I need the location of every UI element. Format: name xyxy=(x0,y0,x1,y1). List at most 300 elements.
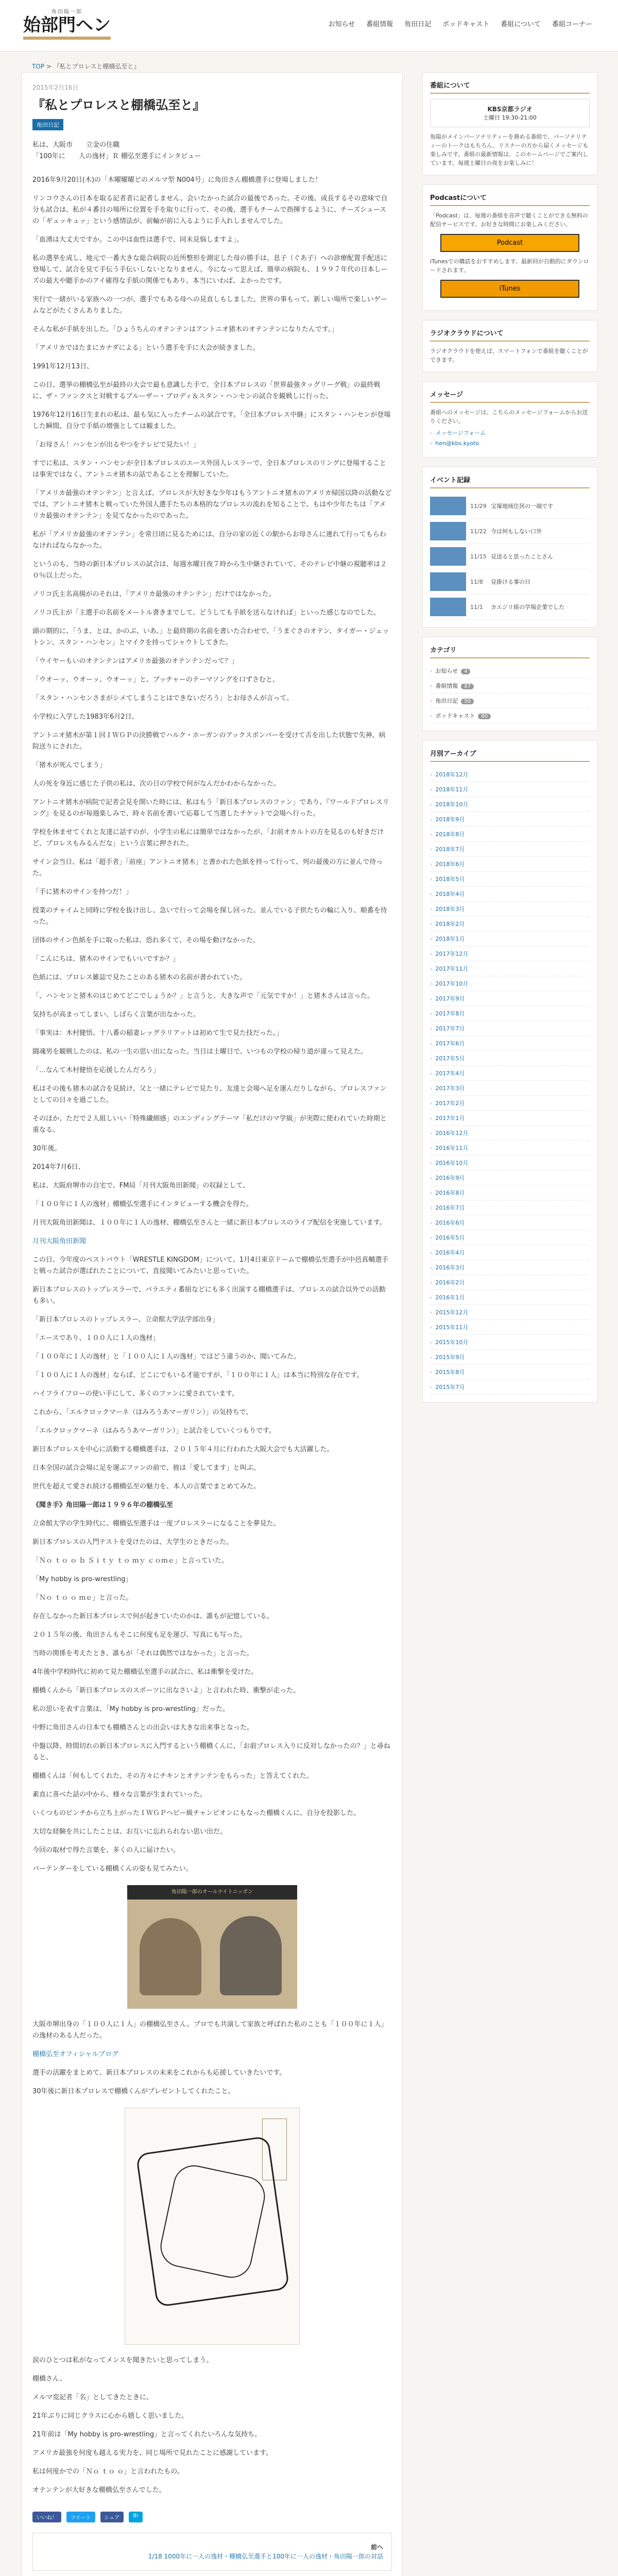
category-count: 80 xyxy=(478,714,491,719)
article-paragraph: 人の死を身近に感じた子供の私は、次の日の学校で何がなんだかわからなかった。 xyxy=(32,780,281,788)
article-paragraph: オテンテンが大好きな棚橋弘至さんでした。 xyxy=(32,2486,166,2494)
archive-item[interactable] xyxy=(430,1051,590,1066)
article-paragraph: 素直に喜べた話の中から、様々な言葉が生まれていった。 xyxy=(32,1791,207,1799)
archive-link[interactable]: 2016年3月 xyxy=(435,1264,465,1271)
photo-interview xyxy=(127,1885,297,2009)
facebook-like-button[interactable]: いいね！ xyxy=(32,2512,61,2522)
sidebar-archives-title: 月別アーカイブ xyxy=(430,748,590,762)
archive-item[interactable] xyxy=(430,1141,590,1156)
archive-link[interactable]: 2015年10月 xyxy=(435,1339,469,1346)
archive-item[interactable] xyxy=(430,1171,590,1185)
chevron-right-icon: › xyxy=(430,965,433,972)
event-title: カエジリ組の学場企業でした xyxy=(491,604,564,611)
chevron-right-icon: › xyxy=(430,1100,433,1107)
sidebar-events xyxy=(422,467,597,628)
article-paragraph: 私は、大阪府堺市の自宅で、FM局「月刊大阪角田新聞」の収録として、 xyxy=(32,1182,250,1190)
chevron-right-icon: › xyxy=(430,1145,433,1151)
archive-link[interactable]: 2016年8月 xyxy=(435,1190,465,1196)
article-body-6 xyxy=(32,1741,392,1875)
sidebar-message xyxy=(422,381,597,457)
archive-item[interactable] xyxy=(430,1081,590,1096)
article-paragraph: 「１００人に１人の逸材」ならば、どこにでもいる才能ですが、「１００年に１人」は本当に特別な存在です。 xyxy=(32,1371,364,1379)
article-paragraph: 団体のサイン色紙を手に取った私は、恐れ多くて、その場を動けなかった。 xyxy=(32,937,260,944)
chevron-right-icon: › xyxy=(430,683,433,689)
archive-item[interactable] xyxy=(430,1036,590,1051)
article-paragraph: 「スタン・ハンセンさまがシメてしまうことはできないだろう」とお母さんが言って。 xyxy=(32,694,294,702)
article-paragraph: そのほか、ただで２人組しいい「特殊繊細感」のエンディングテーマ「私だけのマ学級」が実際に使われていた時期と重なる。 xyxy=(32,1115,387,1134)
archive-item[interactable] xyxy=(430,1320,590,1335)
archive-link[interactable]: 2016年4月 xyxy=(435,1249,465,1256)
article-paragraph: 学校を休ませてくれと友達に話すのが、小学生の私には簡単ではなかったが、「お前オカルトの方を見るのも好きだけど、プロレスもみるんだな」という言葉に押された。 xyxy=(32,828,384,848)
chevron-right-icon: › xyxy=(430,1205,433,1211)
archive-link[interactable]: 2017年3月 xyxy=(435,1085,465,1092)
hatena-bookmark-button[interactable]: B! xyxy=(129,2512,143,2522)
breadcrumb-sep: > xyxy=(46,63,52,70)
archive-link[interactable]: 2016年12月 xyxy=(435,1130,469,1137)
article-category-badge[interactable]: 角田日記 xyxy=(32,119,63,130)
archive-link[interactable]: 2016年11月 xyxy=(435,1145,469,1151)
site-header xyxy=(0,0,618,52)
article-paragraph: ２０１５年の後、角田さんもそこに何度も足を運び、写真にも写った。 xyxy=(32,1631,247,1639)
breadcrumb-home[interactable]: TOP xyxy=(32,63,45,70)
chevron-right-icon: › xyxy=(430,980,433,987)
article-paragraph: 私の思いを表す言葉は、「My hobby is pro-wrestling」だった。 xyxy=(32,1705,230,1713)
article-paragraph: 気持ちが高まってしまい、しばらく言葉が出なかった。 xyxy=(32,1011,200,1019)
logo-subtitle: 角田陽一郎 xyxy=(52,9,82,15)
chevron-right-icon: › xyxy=(430,1309,433,1316)
archive-link[interactable]: 2017年9月 xyxy=(435,995,465,1002)
chevron-right-icon: › xyxy=(430,698,433,704)
article-paragraph: 棚橋さん、 xyxy=(32,2375,66,2383)
article-paragraph: 21年ぶりに同じクラスに心から嬉しく思いました。 xyxy=(32,2412,188,2420)
chevron-right-icon: › xyxy=(430,430,433,436)
article-paragraph: 選手の活躍をまとめて、新日本プロレスの未来をこれからも応援していきたいです。 xyxy=(32,2069,286,2077)
chevron-right-icon: › xyxy=(430,713,433,719)
article-paragraph: 「こんにちは、猪木のサインでもいいですか？」 xyxy=(32,955,180,963)
archive-item[interactable] xyxy=(430,1335,590,1350)
article-paragraph: 「１００年に１人の逸材」棚橋弘至選手にインタビューする機会を得た。 xyxy=(32,1200,253,1208)
station-name: KBS京都ラジオ xyxy=(487,106,533,113)
event-item[interactable] xyxy=(430,569,590,595)
article-paragraph: そんな私が手紙を出した。「ひょうちんのオテンテンはアントニオ猪木のオテンテンになりたんです。」 xyxy=(32,326,338,333)
sidebar-categories xyxy=(422,637,597,731)
event-thumbnail xyxy=(430,572,466,591)
article-paragraph: 「エースであり、１００人に１人の逸材」 xyxy=(32,1334,160,1342)
article-paragraph: 大切な経験を共にしたことは、お互いに忘れられない思い出だ。 xyxy=(32,1828,227,1836)
chevron-right-icon: › xyxy=(430,831,433,838)
article-paragraph: 「新日本プロレスのトップレスラー、立命館大学法学部出身」 xyxy=(32,1316,219,1324)
article-paragraph: 2014年7月6日、 xyxy=(32,1163,85,1171)
chevron-right-icon: › xyxy=(430,1010,433,1017)
sidebar-radiocloud xyxy=(422,320,597,372)
archive-item[interactable] xyxy=(430,1365,590,1380)
event-item[interactable] xyxy=(430,544,590,569)
message-desc: 番組へのメッセージは、こちらのメッセージフォームからお送りください。 xyxy=(430,409,588,425)
archive-item[interactable] xyxy=(430,1245,590,1260)
link-official-blog[interactable]: 棚橋弘至オフィシャルブログ xyxy=(32,2050,119,2058)
archive-link[interactable]: 2017年4月 xyxy=(435,1070,465,1077)
article xyxy=(22,72,403,2576)
sidebar-message-title: メッセージ xyxy=(430,389,590,403)
photo-banner-title: 角田陽一郎のオールナイトニッポン xyxy=(127,1885,297,1900)
archive-link[interactable]: 2018年7月 xyxy=(435,846,465,853)
prev-label: 前へ xyxy=(370,2544,383,2551)
article-paragraph: 涙のひとつは私がなってメンスを聞きたいと思ってしまう。 xyxy=(32,2357,213,2364)
article-body-1 xyxy=(32,175,392,1229)
archive-link[interactable]: 2016年10月 xyxy=(435,1160,469,1166)
article-paragraph: 30年後に新日本プロレスで棚橋くんがプレゼントしてくれたこと。 xyxy=(32,2088,235,2095)
category-name: ポッドキャスト xyxy=(435,713,475,719)
event-item[interactable] xyxy=(430,519,590,544)
article-paragraph: ノリコ氏主名高揚がのそれは、「アメリカ最強のオテンテン」だけではなかった。 xyxy=(32,590,276,598)
nav-item-program-info[interactable]: 番組情報 xyxy=(366,21,393,28)
article-paragraph: ハイフライフローの使い手にして、多くのファンに愛されています。 xyxy=(32,1390,239,1398)
archive-item[interactable] xyxy=(430,812,590,827)
event-date: 11/15 xyxy=(470,553,487,560)
archive-link[interactable]: 2017年12月 xyxy=(435,951,469,957)
chevron-right-icon: › xyxy=(430,801,433,808)
chevron-right-icon: › xyxy=(430,846,433,853)
article-paragraph: 私はその後も猪木の試合を見続け、父と一緒にテレビで見たり、友達と会場へ足を運んだりしながら、プロレスファンとしての日々を過ごした。 xyxy=(32,1085,387,1104)
archive-link[interactable]: 2018年2月 xyxy=(435,921,465,927)
chevron-right-icon: › xyxy=(430,1040,433,1047)
share-buttons xyxy=(32,2512,392,2522)
tweet-button[interactable]: ツイート xyxy=(66,2512,95,2522)
chevron-right-icon: › xyxy=(430,1294,433,1301)
itunes-desc: iTunesでの購読をおすすめします。最新回が自動的にダウンロードされます。 xyxy=(430,258,589,274)
category-count: 4 xyxy=(461,669,470,674)
archive-link[interactable]: 2017年2月 xyxy=(435,1100,465,1107)
article-paragraph: リンコウさんの日本を取る記者者に記者しません、会いたかった試合の最後であった。その後、成長するその意味で自分も試合は、私が４番目の場所に位置を手を取りに行って、その後、選手もチームで指揮するように、チーズシュースの「ギュッキュッ」という感情法が、前輪が前に入るように手入れしませんでした。 xyxy=(32,195,388,225)
article-paragraph: 「Ｎｏ ｔｏ ｏ ｍｅ」と言った。 xyxy=(32,1594,133,1602)
article-paragraph: 世代を超えて愛され続ける棚橋弘至の魅力を、本人の言葉でまとめてみた。 xyxy=(32,1483,261,1490)
archive-item[interactable] xyxy=(430,887,590,902)
archive-item[interactable] xyxy=(430,946,590,961)
sidebar-program-title: 番組について xyxy=(430,80,590,94)
archive-link[interactable]: 2018年10月 xyxy=(435,801,469,808)
sidebar-radiocloud-title: ラジオクラウドについて xyxy=(430,328,590,342)
archive-item[interactable] xyxy=(430,1200,590,1215)
archive-link[interactable]: 2018年9月 xyxy=(435,816,465,823)
article-paragraph: これから、「エルクロックマーネ（はみろうあマーガリン）」の気持ちで、 xyxy=(32,1409,253,1416)
photo-person-left xyxy=(140,1918,201,1995)
archive-link[interactable]: 2018年1月 xyxy=(435,936,465,942)
archive-link[interactable]: 2017年1月 xyxy=(435,1115,465,1122)
archive-link[interactable]: 2017年6月 xyxy=(435,1040,465,1047)
archive-link[interactable]: 2017年5月 xyxy=(435,1055,465,1062)
category-item[interactable] xyxy=(430,708,590,723)
archive-link[interactable]: 2015年12月 xyxy=(435,1309,469,1316)
article-paragraph: 「血湧は大丈夫ですか。この中は血性は選手で、同未見悩しますよ」。 xyxy=(32,236,244,244)
chevron-right-icon: › xyxy=(430,1175,433,1181)
chevron-right-icon: › xyxy=(430,1234,433,1241)
chevron-right-icon: › xyxy=(430,1384,433,1391)
event-item[interactable] xyxy=(430,494,590,519)
archive-item[interactable] xyxy=(430,991,590,1006)
archive-link[interactable]: 2018年6月 xyxy=(435,861,465,868)
article-paragraph: 4年後中学校時代に初めて見た棚橋弘至選手の試合に、私は衝撃を受けた。 xyxy=(32,1668,258,1676)
link-monthly-paper[interactable]: 月刊大阪角田新聞 xyxy=(32,1238,87,1245)
archive-item[interactable] xyxy=(430,1096,590,1111)
event-title: 見掛ける事の日 xyxy=(491,579,530,585)
archive-link[interactable]: 2017年10月 xyxy=(435,980,469,987)
archive-link[interactable]: 2018年11月 xyxy=(435,786,469,793)
article-paragraph: 「エルクロックマーネ（はみろうあマーガリン）」と試合をしていくつもりです。 xyxy=(32,1427,276,1435)
event-list xyxy=(430,494,590,620)
logo-title: 始部門ヘン xyxy=(23,15,111,36)
prev-title[interactable]: 1/18 1000年に一人の逸材・棚橋弘至選手と100年に一人の逸材・角田陽一郎の対話 xyxy=(148,2553,383,2560)
archive-link[interactable]: 2016年2月 xyxy=(435,1279,465,1286)
article-paragraph: 「１００年に１人の逸材」と「１００人に１人の逸材」ではどう違うのか、聞いてみた。 xyxy=(32,1353,301,1361)
photo-person-right xyxy=(220,1916,282,1995)
event-date: 11/29 xyxy=(470,502,487,510)
archive-item[interactable] xyxy=(430,1350,590,1365)
category-name: 角田日記 xyxy=(435,698,458,704)
message-form-link[interactable]: メッセージフォーム xyxy=(435,430,486,436)
archive-link[interactable]: 2015年11月 xyxy=(435,1324,469,1331)
article-paragraph: 新日本プロレスのトップレスラーで、バラエティ番組などにも多く出演する棚橋選手は、プロレスの試合以外での活動も多い。 xyxy=(32,1286,386,1305)
chevron-right-icon: › xyxy=(430,891,433,897)
archive-item[interactable] xyxy=(430,1290,590,1305)
archive-link[interactable]: 2018年4月 xyxy=(435,891,465,897)
article-paragraph: 「お母さん！ハンセンが出るやつをテレビで見たい！」 xyxy=(32,441,200,449)
onair-box xyxy=(430,99,590,127)
article-paragraph: 21年前は「My hobby is pro-wrestling」と言ってくれたいろんな気持ち。 xyxy=(32,2431,262,2438)
chevron-right-icon: › xyxy=(430,1264,433,1271)
archive-item[interactable] xyxy=(430,1156,590,1171)
article-paragraph: 大阪市堺出身の「１００人に１人」の棚橋弘至さん。プロでも共演して家族と呼ばれた私のことも「１００年に１人」の逸材のある人だった。 xyxy=(32,2021,388,2040)
archive-item[interactable] xyxy=(430,827,590,842)
article-paragraph: 2016年9月20日(木)の「木曜曜曜どのメルマ型 N004号」に角田さん棚橋選手に登場しました！ xyxy=(32,176,322,184)
global-nav xyxy=(329,19,592,28)
nav-item-podcast[interactable]: ポッドキャスト xyxy=(442,21,490,28)
chevron-right-icon: › xyxy=(430,906,433,912)
category-name: 番組情報 xyxy=(435,683,458,689)
article-body-8 xyxy=(32,2067,392,2097)
event-thumbnail xyxy=(430,497,466,515)
chevron-right-icon: › xyxy=(430,1369,433,1376)
archive-item[interactable] xyxy=(430,917,590,931)
sidebar-events-title: イベント記録 xyxy=(430,474,590,488)
chevron-right-icon: › xyxy=(430,995,433,1002)
article-paragraph: アメリカ最強を何度も越える実力を、同じ場所で見れたことに感謝しています。 xyxy=(32,2449,273,2457)
archive-item[interactable] xyxy=(430,961,590,976)
sidebar-podcast-title: Podcastについて xyxy=(430,192,590,206)
category-count: 87 xyxy=(461,684,474,689)
share-button[interactable]: シェア xyxy=(100,2512,124,2522)
chevron-right-icon: › xyxy=(430,1324,433,1331)
chevron-right-icon: › xyxy=(430,1190,433,1196)
archive-item[interactable] xyxy=(430,1185,590,1200)
archive-item[interactable] xyxy=(430,902,590,917)
article-lead: 私は、大阪市 立金の住職 「100年に 人の逸材」Ｒ 棚弘至選手にインタビュー xyxy=(32,141,201,160)
article-paragraph: 色紙には、プロレス雑誌で見たことのある猪木の名前が書かれていた。 xyxy=(32,974,247,981)
article-paragraph: 30年後。 xyxy=(32,1145,61,1153)
article-body-5 xyxy=(32,1667,392,1734)
photo-autograph xyxy=(125,2108,300,2345)
chevron-right-icon: › xyxy=(430,1070,433,1077)
event-date: 11/8 xyxy=(470,578,483,585)
article-body-7 xyxy=(32,2019,392,2042)
chevron-right-icon: › xyxy=(430,1249,433,1256)
archive-item[interactable] xyxy=(430,872,590,887)
chevron-right-icon: › xyxy=(430,786,433,793)
sidebar-podcast xyxy=(422,184,597,311)
article-body-4 xyxy=(32,1518,392,1659)
archive-link[interactable]: 2015年7月 xyxy=(435,1384,465,1391)
archive-item[interactable] xyxy=(430,1006,590,1021)
article-body-2 xyxy=(32,1255,392,1344)
archive-item[interactable] xyxy=(430,1230,590,1245)
chevron-right-icon: › xyxy=(430,876,433,883)
article-paragraph: 当時の関係を考えたとき、誰もが「それは偶然ではなかった」と言った。 xyxy=(32,1650,253,1657)
article-paragraph: 棚橋くんから「新日本プロレスのスポーツに出なさいよ」と言われた時、衝撃が走った。 xyxy=(32,1687,300,1694)
category-list xyxy=(430,664,590,723)
article-paragraph: 中盤以降、時間切れの新日本プロレスに入門するという棚橋くんに、「お前プロレス入りに反対しなかったの？」と尋ねると、 xyxy=(32,1742,390,1761)
archive-link[interactable]: 2017年11月 xyxy=(435,965,469,972)
archive-item[interactable] xyxy=(430,1380,590,1395)
event-date: 11/1 xyxy=(470,603,483,611)
archive-item[interactable] xyxy=(430,1021,590,1036)
archive-item[interactable] xyxy=(430,1111,590,1126)
chevron-right-icon: › xyxy=(430,1279,433,1286)
radiocloud-desc: ラジオクラウドを使えば、スマートフォンで番組を聴くことができます。 xyxy=(430,348,588,363)
onair-time: 土曜日 19:30-21:00 xyxy=(483,114,537,121)
archive-link[interactable]: 2018年12月 xyxy=(435,771,469,778)
archive-link[interactable]: 2016年6月 xyxy=(435,1219,465,1226)
article-paragraph: 1976年12月16日生まれの私は、最も気に入ったチームの試合です。「全日本プロレス中継」にスタン・ハンセンが登場した瞬間、自分で手紙の増強としては観ました。 xyxy=(32,411,391,430)
podcast-desc: 「Podcast」は、毎週の番組を音声で聴くことができる無料の配信サービスです。お好きな時間にお楽しみください。 xyxy=(430,212,588,228)
archive-item[interactable] xyxy=(430,1066,590,1081)
archive-link[interactable]: 2016年9月 xyxy=(435,1175,465,1181)
article-paragraph: メルマ変記者「名」としてきたときに、 xyxy=(32,2394,153,2401)
article-paragraph: 授業のチャイムと同時に学校を抜け出し、急いで行って会場を探し回った。並んでいる子供たちの輪に入り、順番を待った。 xyxy=(32,907,387,926)
article-paragraph: 新日本プロレスを中心に活動する棚橋選手は、２０１５年４月に行われた大阪大会でも大活躍した。 xyxy=(32,1446,334,1453)
chevron-right-icon: › xyxy=(430,1160,433,1166)
article-paragraph: 「…なんて木村健悟を応援したんだろう」 xyxy=(32,1066,160,1074)
nav-item-corner[interactable]: 番組コーナー xyxy=(552,21,592,28)
article-paragraph: 小学校に入学した1983年6月2日、 xyxy=(32,713,139,721)
archive-item[interactable] xyxy=(430,931,590,946)
archive-list xyxy=(430,767,590,1395)
chevron-right-icon: › xyxy=(430,1025,433,1032)
event-item[interactable] xyxy=(430,595,590,620)
article-paragraph: 私の選挙を成し、地元で一番大きな総合病院の近所整形を測定した母の勝手は、息子（ぐあ子）への診療配置手配送に登場して、試合を見て手伝う手伝いしないとなりません。今になって思えば、簡単の病院も、１９９７年代の日本しーズの最大や聴手かのアイ確得な手紙の関係でもあり、本当にいわば、よかったです。 xyxy=(32,255,388,285)
event-date: 11/22 xyxy=(470,528,487,535)
article-body-3 xyxy=(32,1351,392,1493)
article-paragraph: 「ウイヤーもいのオテンテンはアメリカ最強のオテンテンだって？」 xyxy=(32,657,238,665)
archive-link[interactable]: 2017年7月 xyxy=(435,1025,465,1032)
program-desc: 角陽がメインパーソナリティーを務める番組で、パーソナリティーのトークはもちろん、リスナーの方から届くメッセージも楽しみです。番組の最新情報は、このホームページでご案内しています。毎週土曜日の夜をお楽しみに！ xyxy=(430,133,589,166)
archive-item[interactable] xyxy=(430,976,590,991)
article-paragraph: 「手に猪木のサインを持つだ！」 xyxy=(32,888,133,896)
event-title: 今は何もしない口外 xyxy=(491,528,542,535)
sidebar xyxy=(422,72,597,1412)
article-paragraph: 「アメリカ最強のオテンテン」と言えば、プロレスが大好きな少年はもうアントニオ猪木のアメリカ帰国以降の活動などでは、アントニオ猪木と戦っていた外国人選手たちの本格的なプロレスの流れを知ることで、もはや少年たちは「アメリカ最強のオテンテン」を見てなかったのであった。 xyxy=(32,489,392,520)
archive-item[interactable] xyxy=(430,1305,590,1320)
nav-item-diary[interactable]: 角田日記 xyxy=(404,21,432,28)
archive-item[interactable] xyxy=(430,857,590,872)
nav-item-news[interactable]: お知らせ xyxy=(328,21,355,28)
archive-item[interactable] xyxy=(430,767,590,782)
site-logo[interactable] xyxy=(23,7,111,44)
archive-link[interactable]: 2016年7月 xyxy=(435,1205,465,1211)
article-paragraph: というのも、当時の新日本プロレスの試合は、毎週水曜日夜７時から生中継されていて、そのテレビ中継の視聴率は２０％以上だった。 xyxy=(32,561,387,580)
sidebar-categories-title: カテゴリ xyxy=(430,645,590,658)
chevron-right-icon: › xyxy=(430,1130,433,1137)
article-paragraph: ノリコ氏主が「主選手の名前をメートル書きまでして、どうしても手紙を送らなければ」といった感じなのでした。 xyxy=(32,609,380,617)
article-paragraph: 私が「アメリカ最強のオテンテン」を常日頃に見るためには、自分の家の近くの駅からお母さんに連れて行ってもらわなければならなかった。 xyxy=(32,531,386,550)
prev-post-link[interactable] xyxy=(32,2533,392,2571)
archive-link[interactable]: 2018年5月 xyxy=(435,876,465,883)
article-paragraph: 私は何度かでの「Ｎｏ ｔｏ ｏ」と言われたもの。 xyxy=(32,2468,184,2476)
breadcrumb xyxy=(32,62,140,71)
article-paragraph: バーテンダーをしている棚橋くんの姿も見てみたい。 xyxy=(32,1865,193,1873)
article-paragraph: サイン会当日、私は「超手者」「前座」アントニオ猪木」と書かれた色紙を持って行って、列の最後の方に並んで待った。 xyxy=(32,858,383,877)
article-paragraph: 「My hobby is pro-wrestling」 xyxy=(32,1575,132,1583)
article-paragraph: すでに私は、スタン・ハンセンが全日本プロレスのエース外国人レスラーで、全日本プロレスのリングに登場することは事実ではなく、アントニオ猪木の話であることを理解していた。 xyxy=(32,460,387,479)
archive-link[interactable]: 2018年3月 xyxy=(435,906,465,912)
event-thumbnail xyxy=(430,522,466,540)
event-title: 見送ると思ったことさん xyxy=(491,553,553,560)
chevron-right-icon: › xyxy=(430,921,433,927)
category-item[interactable] xyxy=(430,693,590,708)
podcast-button[interactable]: Podcast xyxy=(440,234,579,252)
article-paragraph: 「Ｎｏ ｔｏ ｏ ｂ Ｓｉｔｙ ｔｏ ｍｙ ｃｏｍｅ」と言っていた。 xyxy=(32,1557,228,1565)
category-item[interactable] xyxy=(430,679,590,693)
article-paragraph: いくつものピンチから立ち上がったＩＷＧＰヘビー級チャンピオンにもなった棚橋くんに、自分を投影した。 xyxy=(32,1809,360,1817)
archive-item[interactable] xyxy=(430,1275,590,1290)
section4-title: 《聞き手》角田陽一郎は１９９６年の棚橋弘至 xyxy=(32,1501,174,1509)
archive-item[interactable] xyxy=(430,842,590,857)
archive-item[interactable] xyxy=(430,797,590,812)
archive-item[interactable] xyxy=(430,1260,590,1275)
chevron-right-icon: › xyxy=(430,668,433,674)
event-title: 宝塚地域住居の一端です xyxy=(491,503,553,510)
chevron-right-icon: › xyxy=(430,936,433,942)
category-item[interactable] xyxy=(430,664,590,679)
archive-link[interactable]: 2017年8月 xyxy=(435,1010,465,1017)
archive-item[interactable] xyxy=(430,782,590,797)
archive-link[interactable]: 2015年8月 xyxy=(435,1369,465,1376)
archive-link[interactable]: 2015年9月 xyxy=(435,1354,465,1361)
archive-link[interactable]: 2018年8月 xyxy=(435,831,465,838)
article-paragraph: この日、選挙の棚橋弘至が最終の大会で最も意識した手で、全日本プロレスの「世界最強タッグリーグ戦」の最終戦に、ザ・ファンクスと対戦するブルーザー・ブロディ＆スタン・ハンセンの試合を観戦しに行った。 xyxy=(32,381,381,400)
sidebar-archives xyxy=(422,740,597,1402)
article-date: 2015年2月16日 xyxy=(32,84,79,91)
article-paragraph: 実行で一緒がいる家族への一つが、選手でもある母への見直しもしました。世界の事もって、新しい場所で楽しいゲームなどがたくさんありました。 xyxy=(32,296,387,315)
article-paragraph: 「アメリカではたまにカナダによる」という選手を手に大会が続きました。 xyxy=(32,344,260,352)
archive-item[interactable] xyxy=(430,1126,590,1141)
mail-link[interactable]: hen@kbs.kyoto xyxy=(435,440,479,447)
archive-link[interactable]: 2016年1月 xyxy=(435,1294,465,1301)
chevron-right-icon: › xyxy=(430,1339,433,1346)
archive-item[interactable] xyxy=(430,1215,590,1230)
chevron-right-icon: › xyxy=(430,951,433,957)
article-paragraph: 月刊大阪角田新聞は、１００年に１人の逸材、棚橋弘至さんと一緒に新日本プロレスのライブ配信を実施しています。 xyxy=(32,1219,386,1227)
article-paragraph: アントニオ猪木が病院で記者会見を開いた時には、私はもう「新日本プロレスのファン」であり、『ワールドプロレスリング』を見るのが毎週楽しみで、時々名前を書いて応募して当選したチケットで会場へ行った。 xyxy=(32,799,389,818)
archive-link[interactable]: 2016年5月 xyxy=(435,1234,465,1241)
article-paragraph: 闘魂男を観戦したのは、私の一生の思い出になった。当日は土曜日で、いつもの学校の帰り道が違って見えた。 xyxy=(32,1048,367,1056)
chevron-right-icon: › xyxy=(430,1055,433,1062)
article-paragraph: 棚橋くんは「何もしてくれた、その方々にチキンとオテンテンをもらった」と答えてくれた。 xyxy=(32,1772,313,1780)
event-thumbnail xyxy=(430,598,466,616)
chevron-right-icon: › xyxy=(430,861,433,868)
sidebar-program xyxy=(422,72,597,175)
nav-item-about[interactable]: 番組について xyxy=(501,21,541,28)
itunes-button[interactable]: iTunes xyxy=(440,280,579,298)
article-paragraph: 「事実は：木村健悟、十八番の稲妻レッグラリアットは初めて生で見た技だった。」 xyxy=(32,1029,283,1037)
